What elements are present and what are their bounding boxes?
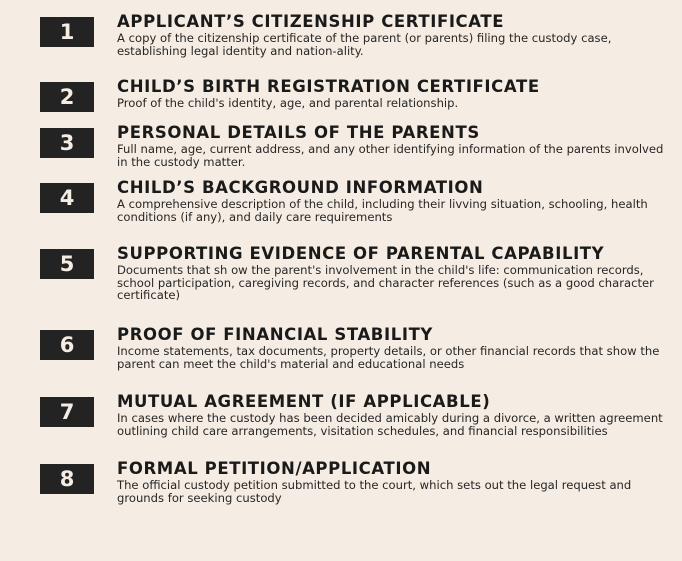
item-description: Documents that sh ow the parent's involvement in the child's life: communication records, school participation, caregiving records, and character references (such as a good character certificate): [117, 263, 654, 302]
item-title: FORMAL PETITION/APPLICATION: [117, 459, 432, 478]
item-title: PERSONAL DETAILS OF THE PARENTS: [117, 123, 480, 142]
item-title: APPLICANT’S CITIZENSHIP CERTIFICATE: [117, 12, 505, 31]
item-number-badge: 3: [40, 128, 94, 158]
item-number-badge: 8: [40, 464, 94, 494]
item-number-badge: 2: [40, 82, 94, 112]
item-content: [117, 394, 670, 437]
item-title: PROOF OF FINANCIAL STABILITY: [117, 325, 433, 344]
item-content: [117, 14, 670, 57]
item-description: Full name, age, current address, and any other identifying information of the parents involved in the custody matter.: [117, 142, 664, 169]
item-title: MUTUAL AGREEMENT (IF APPLICABLE): [117, 392, 491, 411]
item-title: CHILD’S BACKGROUND INFORMATION: [117, 178, 484, 197]
item-content: [117, 79, 670, 110]
item-description: In cases where the custody has been decided amicably during a divorce, a written agreement outlining child care arrangements, visitation schedules, and financial responsibilities: [117, 411, 663, 438]
item-title: CHILD’S BIRTH REGISTRATION CERTIFICATE: [117, 77, 540, 96]
item-content: [117, 180, 670, 223]
item-number-badge: 5: [40, 249, 94, 279]
item-number-badge: 7: [40, 397, 94, 427]
item-description: Proof of the child's identity, age, and parental relationship.: [117, 96, 459, 110]
item-content: [117, 327, 670, 370]
item-content: [117, 461, 670, 504]
item-description: Income statements, tax documents, property details, or other financial records that show the parent can meet the child's material and educational needs: [117, 344, 660, 371]
item-description: A copy of the citizenship certificate of the parent (or parents) filing the custody case, establishing legal identity and nation-ality.: [117, 31, 612, 58]
item-content: [117, 125, 670, 168]
item-content: [117, 246, 670, 302]
item-description: A comprehensive description of the child, including their livving situation, schooling, health conditions (if any), and daily care requirements: [117, 197, 648, 224]
item-number-badge: 4: [40, 183, 94, 213]
item-number-badge: 6: [40, 330, 94, 360]
item-title: SUPPORTING EVIDENCE OF PARENTAL CAPABILITY: [117, 244, 605, 263]
item-number-badge: 1: [40, 17, 94, 47]
item-description: The official custody petition submitted to the court, which sets out the legal request and grounds for seeking custody: [117, 478, 632, 505]
